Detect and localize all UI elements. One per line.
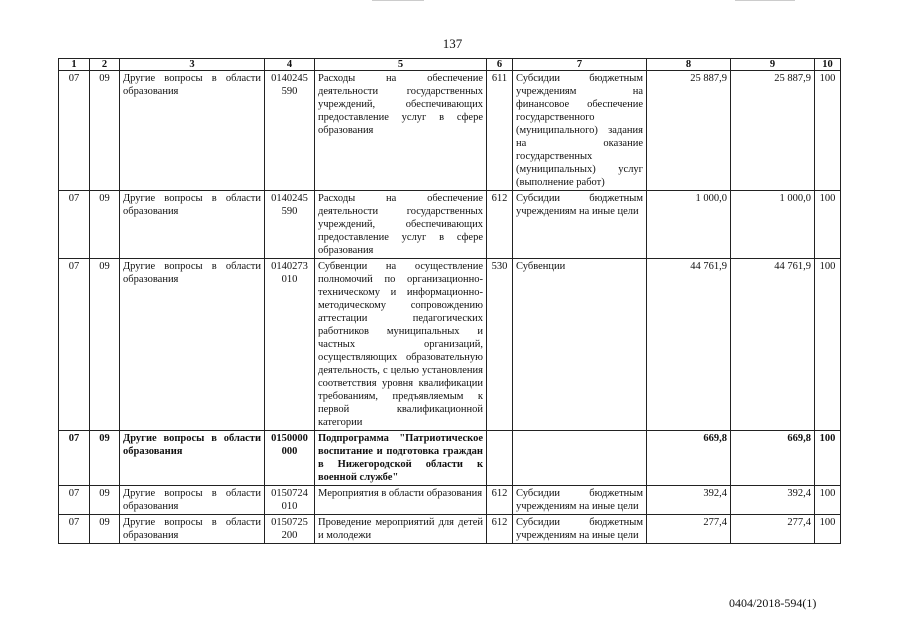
section-name: Другие вопросы в области образования: [120, 515, 265, 544]
actual-amount: 669,8: [731, 431, 815, 486]
expense-type-code: 530: [487, 259, 513, 431]
column-header: 6: [487, 59, 513, 71]
column-header: 5: [315, 59, 487, 71]
subsection-code: 09: [90, 191, 120, 259]
document-code: 0404/2018-594(1): [729, 596, 817, 610]
execution-percent: 100: [815, 515, 841, 544]
column-header: 8: [647, 59, 731, 71]
target-article-name: Субвенции на осуществление полномочий по организационно-техническому и информационно-методическому сопровождению аттестации педагогических работников муниципальных и частных организаций, осуществляющих образовательную деятельность, с целью установления соответствия уровня квалификации требованиям, предъявляемым к первой квалификационной категории: [315, 259, 487, 431]
table-row: [59, 259, 841, 431]
target-article-name: Расходы на обеспечение деятельности государственных учреждений, обеспечивающих предоставление услуг в сфере образования: [315, 71, 487, 191]
top-edge-mark: [372, 0, 424, 1]
column-header: 1: [59, 59, 90, 71]
table-row: [59, 71, 841, 191]
expense-type-code: 611: [487, 71, 513, 191]
section-code: 07: [59, 431, 90, 486]
actual-amount: 392,4: [731, 486, 815, 515]
execution-percent: 100: [815, 259, 841, 431]
section-code: 07: [59, 486, 90, 515]
header-row: [59, 59, 841, 71]
section-name: Другие вопросы в области образования: [120, 259, 265, 431]
expense-type-code: 612: [487, 486, 513, 515]
section-name: Другие вопросы в области образования: [120, 486, 265, 515]
target-article-code: 0140245 590: [265, 71, 315, 191]
actual-amount: 25 887,9: [731, 71, 815, 191]
expense-type-code: [487, 431, 513, 486]
target-article-code: 0150725 200: [265, 515, 315, 544]
table-row: [59, 191, 841, 259]
target-article-name: Проведение мероприятий для детей и молодежи: [315, 515, 487, 544]
budget-table: [58, 58, 841, 544]
section-name: Другие вопросы в области образования: [120, 431, 265, 486]
execution-percent: 100: [815, 191, 841, 259]
target-article-code: 0140273 010: [265, 259, 315, 431]
table-row: [59, 431, 841, 486]
actual-amount: 44 761,9: [731, 259, 815, 431]
subsection-code: 09: [90, 431, 120, 486]
target-article-name: Расходы на обеспечение деятельности государственных учреждений, обеспечивающих предоставление услуг в сфере образования: [315, 191, 487, 259]
expense-type-name: [513, 431, 647, 486]
planned-amount: 392,4: [647, 486, 731, 515]
execution-percent: 100: [815, 431, 841, 486]
expense-type-name: Субсидии бюджетным учреждениям на иные цели: [513, 515, 647, 544]
subsection-code: 09: [90, 259, 120, 431]
planned-amount: 25 887,9: [647, 71, 731, 191]
planned-amount: 277,4: [647, 515, 731, 544]
expense-type-name: Субсидии бюджетным учреждениям на иные цели: [513, 191, 647, 259]
actual-amount: 1 000,0: [731, 191, 815, 259]
execution-percent: 100: [815, 486, 841, 515]
column-header: 3: [120, 59, 265, 71]
top-edge-mark: [735, 0, 795, 1]
target-article-code: 0150724 010: [265, 486, 315, 515]
target-article-name: Подпрограмма "Патриотическое воспитание и подготовка граждан в Нижегородской области к военной службе": [315, 431, 487, 486]
planned-amount: 44 761,9: [647, 259, 731, 431]
table-row: [59, 515, 841, 544]
subsection-code: 09: [90, 71, 120, 191]
section-name: Другие вопросы в области образования: [120, 71, 265, 191]
execution-percent: 100: [815, 71, 841, 191]
column-header: 2: [90, 59, 120, 71]
column-header: 10: [815, 59, 841, 71]
section-code: 07: [59, 71, 90, 191]
subsection-code: 09: [90, 486, 120, 515]
page-number: 137: [442, 36, 463, 51]
section-code: 07: [59, 259, 90, 431]
table-row: [59, 486, 841, 515]
section-code: 07: [59, 191, 90, 259]
target-article-name: Мероприятия в области образования: [315, 486, 487, 515]
actual-amount: 277,4: [731, 515, 815, 544]
expense-type-name: Субсидии бюджетным учреждениям на иные цели: [513, 486, 647, 515]
column-header: 9: [731, 59, 815, 71]
target-article-code: 0150000 000: [265, 431, 315, 486]
target-article-code: 0140245 590: [265, 191, 315, 259]
column-header: 7: [513, 59, 647, 71]
planned-amount: 1 000,0: [647, 191, 731, 259]
expense-type-code: 612: [487, 515, 513, 544]
expense-type-name: Субвенции: [513, 259, 647, 431]
subsection-code: 09: [90, 515, 120, 544]
expense-type-name: Субсидии бюджетным учреждениям на финансовое обеспечение государственного (муниципального) задания на оказание государственных (муниципальных) услуг (выполнение работ): [513, 71, 647, 191]
section-name: Другие вопросы в области образования: [120, 191, 265, 259]
column-header: 4: [265, 59, 315, 71]
expense-type-code: 612: [487, 191, 513, 259]
section-code: 07: [59, 515, 90, 544]
planned-amount: 669,8: [647, 431, 731, 486]
